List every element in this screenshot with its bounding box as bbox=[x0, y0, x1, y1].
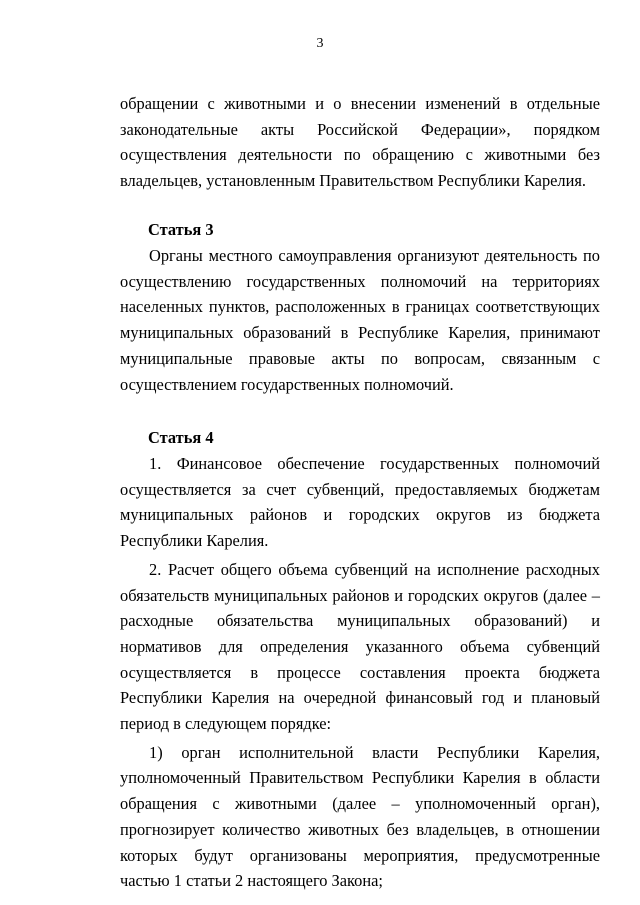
article-4-body bbox=[120, 451, 600, 894]
article-4-paragraph-2: 2. Расчет общего объема субвенций на исполнение расходных обязательств муниципальных районов и городских округов (далее – расходные обязательства муниципальных образований) и нормативов для определения указанного объема субвенций осуществляется в процессе составления проекта бюджета Республики Карелия на очередной финансовый год и плановый период в следующем порядке: bbox=[120, 559, 600, 734]
intro-paragraph: обращении с животными и о внесении изменений в отдельные законодательные акты Российской Федерации», порядком осуществления деятельности по обращению с животными без владельцев, установленным Правительством Республики Карелия. bbox=[120, 94, 600, 191]
article-4-heading: Статья 4 bbox=[148, 428, 214, 447]
article-3-heading: Статья 3 bbox=[148, 220, 214, 239]
page-number: 3 bbox=[316, 36, 324, 51]
article-4-paragraph-1: 1. Финансовое обеспечение государственных полномочий осуществляется за счет субвенций, предоставляемых бюджетам муниципальных районов и городских округов из бюджета Республики Карелия. bbox=[120, 454, 600, 551]
article-3-paragraph: Органы местного самоуправления организуют деятельность по осуществлению государственных полномочий на территориях населенных пунктов, расположенных в границах соответствующих муниципальных образований в Республике Карелия, принимают муниципальные правовые акты по вопросам, связанным с осуществлением государственных полномочий. bbox=[120, 246, 600, 394]
intro-paragraph-block bbox=[120, 91, 600, 194]
article-4-paragraph-3: 1) орган исполнительной власти Республики Карелия, уполномоченный Правительством Республики Карелия в области обращения с животными (далее – уполномоченный орган), прогнозирует количество животных без владельцев, в отношении которых будут организованы мероприятия, предусмотренные частью 1 статьи 2 настоящего Закона; bbox=[120, 742, 600, 891]
article-3-body bbox=[120, 243, 600, 397]
